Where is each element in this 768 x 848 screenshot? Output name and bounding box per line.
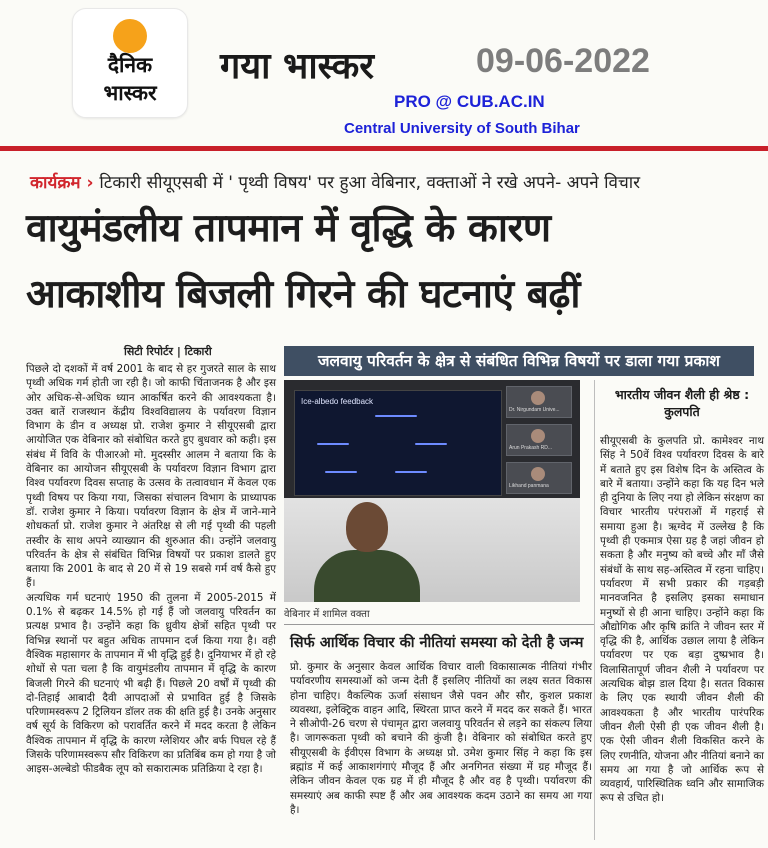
speaker-body xyxy=(314,550,420,602)
avatar xyxy=(531,391,545,405)
edition-date: 09-06-2022 xyxy=(476,42,650,80)
headline-line-2: आकाशीय बिजली गिरने की घटनाएं बढ़ीं xyxy=(26,272,580,317)
sidebar-title: भारतीय जीवन शैली ही श्रेष्ठ : कुलपति xyxy=(614,387,750,419)
article-column-2: प्रो. कुमार के अनुसार केवल आर्थिक विचार वाली विकासात्मक नीतियां गंभीर पर्यावरणीय समस्याओं को जन्म देती हैं इसलिए नीतियों का लक्ष्य सतत विकास होना चाहिए। वैकल्पिक ऊर्जा संसाधन जैसे पवन और सौर, कुशल प्रकाश व्यवस्था, इलेक्ट्रिक वाहन आदि, स्थिरता प्राप्त करने में मदद कर सकते हैं। भारत ने सीओपी-26 चरण से पंचामृत द्वारा जलवायु परिवर्तन से लड़ने का संकल्प लिया है। जागरूकता पृथ्वी को बचाने की कुंजी है। वेबिनार को संबोधित करते हुए सीयूएसबी के ईवीएस विभाग के अध्यक्ष प्रो. उमेश कुमार सिंह ने कहा कि इस ब्रह्मांड में कई आकाशगंगाएं मौजूद हैं और अनगिनत संख्या में ग्रह मौजूद हैं। लेकिन जीवन केवल एक ग्रह में ही मौजूद है और वह है पृथ्वी। पर्यावरण की समस्याएं अब काफी स्पष्ट हैं और अब आवश्यक कदम उठाने का समय आ गया है। xyxy=(290,661,592,816)
participant-name: Arun Prakash RD... xyxy=(509,445,553,451)
logo-line-2: भास्कर xyxy=(103,81,157,105)
speaker-head xyxy=(346,502,388,552)
pro-email: PRO @ CUB.AC.IN xyxy=(394,92,545,111)
masthead-divider xyxy=(0,146,768,151)
kicker-line: कार्यक्रम › टिकारी सीयूएसबी में ' पृथ्वी विषय' पर हुआ वेबिनार, वक्ताओं ने रखे अपने- अपने विचार xyxy=(30,173,641,193)
diagram-node xyxy=(395,471,427,473)
subhead: सिर्फ आर्थिक विचार की नीतियां समस्या को देती है जन्म xyxy=(290,635,584,651)
photo-caption: वेबिनार में शामिल वक्ता xyxy=(284,609,370,620)
avatar xyxy=(531,429,545,443)
diagram-node xyxy=(317,443,349,445)
webinar-screenshot xyxy=(284,380,580,602)
diagram-node xyxy=(325,471,357,473)
section-banner: जलवायु परिवर्तन के क्षेत्र से संबंधित विभिन्न विषयों पर डाला गया प्रकाश xyxy=(284,346,754,376)
headline-line-1: वायुमंडलीय तापमान में वृद्धि के कारण xyxy=(26,206,551,251)
article-column-1 xyxy=(26,362,276,777)
kicker-text: टिकारी सीयूएसबी में ' पृथ्वी विषय' पर हुआ वेबिनार, वक्ताओं ने रखे अपने- अपने विचार xyxy=(99,173,641,193)
participant-name: Likhand panmana xyxy=(509,483,549,489)
participant-tile xyxy=(506,462,572,494)
slide-title: Ice-albedo feedback xyxy=(301,397,374,406)
diagram-node xyxy=(375,415,417,417)
edition-title: गया भास्कर xyxy=(220,46,375,87)
logo-line-1: दैनिक xyxy=(107,53,153,77)
sun-icon xyxy=(113,19,147,53)
paragraph: अत्यधिक गर्म घटनाएं 1950 की तुलना में 2005-2015 में 0.1% से बढ़कर 14.5% हो गई हैं जो जलवायु परिवर्तन का प्रत्यक्ष प्रभाव है। उन्होंने कहा कि ध्रुवीय क्षेत्रों सहित पृथ्वी पर विभिन्न स्थानों पर बहुत अधिक तापमान दर्ज किया गया है। वही वैश्विक महासागर के तापमान में भी वृद्धि हुई है। दुनियाभर में हो रहे शोधों से पता चला है कि वायुमंडलीय तापमान में वृद्धि के कारण बिजली गिरने की घटनाएं भी बढ़ी हैं। पिछले 20 वर्षों में पृथ्वी की दो-तिहाई आबादी दैवी आपदाओं से प्रभावित हुई है जिसके परिणामस्वरूप 2 ट्रिलियन डॉलर तक की क्षति हुई है। उनके अनुसार वर्ष सूर्य के विकिरण को परावर्तित करने में मदद करता है लेकिन वैश्विक तापमान में वृद्धि के कारण ग्लेशियर और बर्फ पिघल रहे हैं जिसके परिणामस्वरूप सौर विकिरण का प्रतिबिंब कम हो गया है जो आइस-अल्बेडो फीडबैक लूप को सकारात्मक प्रतिक्रिया दे रहा है। xyxy=(26,591,276,776)
participant-tile xyxy=(506,424,572,456)
participant-name: Dr. Nirgundam Unive... xyxy=(509,407,560,413)
byline: सिटी रिपोर्टर | टिकारी xyxy=(124,345,212,358)
dainik-bhaskar-logo xyxy=(72,8,188,118)
participant-tile xyxy=(506,386,572,418)
university-name: Central University of South Bihar xyxy=(344,120,580,137)
subhead-rule xyxy=(284,624,594,625)
column-divider xyxy=(594,380,595,840)
kicker-label: कार्यक्रम xyxy=(30,173,81,193)
speaker-video xyxy=(284,498,580,602)
diagram-node xyxy=(415,443,447,445)
presentation-slide xyxy=(294,390,502,496)
paragraph: पिछले दो दशकों में वर्ष 2001 के बाद से हर गुजरते साल के साथ पृथ्वी अधिक गर्म होती जा रही है। जो काफी चिंताजनक है और इस ओर अधिक-से-अधिक ध्यान आकर्षित करने की आवश्यकता है। उक्त बातें राजस्थान केंद्रीय विश्वविद्यालय के पर्यावरण विज्ञान विभाग के डीन व अध्यक्ष प्रो. राजेश कुमार ने सीयूएसबी द्वारा आयोजित एक वेबिनार को संबोधित करते हुए बुधवार को कही। इस संबंध में विवि के पीआरओ मो. मुदस्सीर आलम ने बताया कि के वेबिनार का आयोजन सीयूएसबी के पर्यावरण विज्ञान विभाग द्वारा विश्व पर्यावरण दिवस सप्ताह के उत्सव के तत्वावधान में केवल एक पृथ्वी विषय पर किया गया, जिसका संचालन विभाग के प्राध्यापक डॉ. राजेश कुमार ने किया। पर्यावरण विज्ञान के क्षेत्र में जाने-माने शोधकर्ता प्रो. राजेश कुमार ने अंतरिक्ष से ली गई पृथ्वी की पहली तस्वीर के साथ अपने व्याख्यान की शुरुआत की। उन्होंने जलवायु परिवर्तन के क्षेत्र से संबंधित विभिन्न विषयों पर प्रकाश डालते हुए बताया कि 2001 के बाद से 20 में से 19 सबसे गर्म वर्ष कैसे हुए हैं। xyxy=(26,363,276,590)
sidebar-text: सीयूएसबी के कुलपति प्रो. कामेश्वर नाथ सिंह ने 50वें विश्व पर्यावरण दिवस के बारे में बताते हुए इस विशेष दिन के अस्तित्व के बारे में बताया। उन्होंने कहा कि यह दिन भले ही दुनिया के लिए नया हो लेकिन संरक्षण का विचार भारतीय परंपराओं में गहराई से समाया हुआ है। ऋग्वेद में उल्लेख है कि पृथ्वी ही एकमात्र ऐसा ग्रह है जहां जीवन हो सकता है और मनुष्य को बच्चे और माँ जैसे संबंधों के साथ सह-अस्तित्व में रहना चाहिए। पर्यावरण में सभी प्रकार की गड़बड़ी मानवजनित है इसलिए इसका समाधान मनुष्यों से ही आना चाहिए। उन्होंने कहा कि औद्योगिक और कृषि क्रांति ने जीवन स्तर में वृद्धि की है, आर्थिक उछाल लाया है लेकिन पर्यावरण पर एक बड़ा दुष्प्रभाव है। विलासितापूर्ण जीवन शैली ने पर्यावरण पर अत्यधिक बोझ डाल दिया है। सतत विकास के लिए एक स्थायी जीवन शैली की आवश्यकता है और भारतीय पारंपरिक जीवन शैली ऐसी ही एक जीवन शैली है। एक ऐसी जीवन शैली विकसित करने के लिए रणनीति, योजना और नीतियां बनाने का समय आ गया है जो आर्थिक रूप से व्यवहार्य, पारिस्थितिक ध्वनि और सामाजिक रूप से उचित हो। xyxy=(600,435,764,805)
avatar xyxy=(531,467,545,481)
